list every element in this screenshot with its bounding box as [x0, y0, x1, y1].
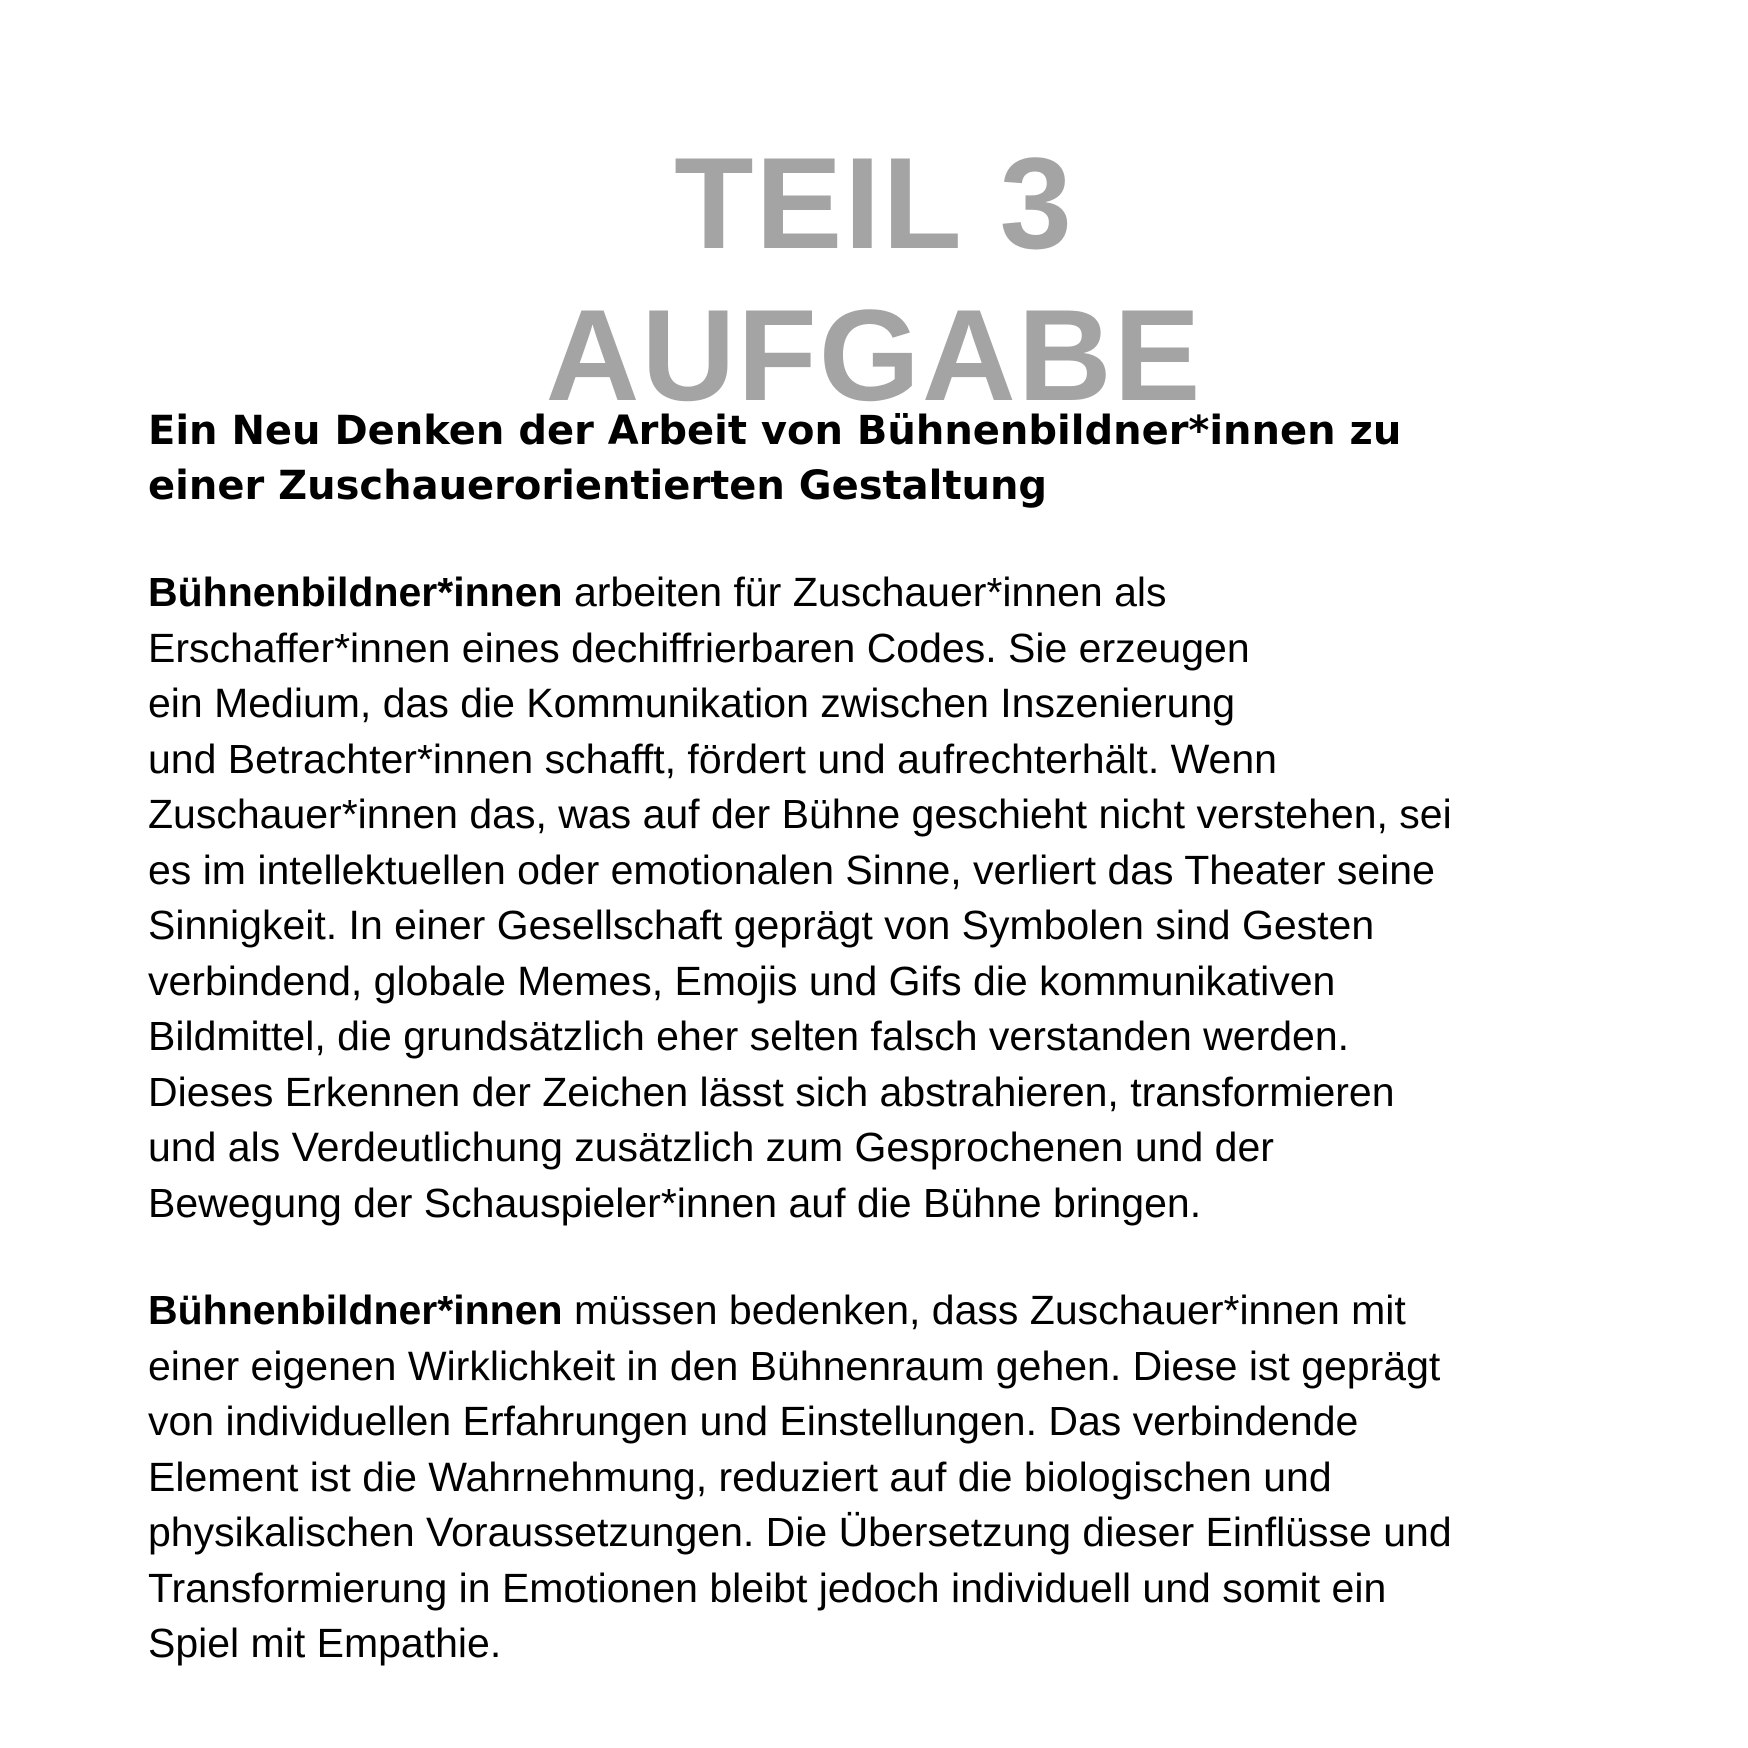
paragraph-1-lead-rest: arbeiten für Zuschauer*innen als	[562, 569, 1167, 615]
paragraph-2-line: Spiel mit Empathie.	[148, 1620, 502, 1666]
heading-line-1: TEIL 3	[674, 130, 1074, 276]
paragraph-1-line: ein Medium, das die Kommunikation zwischen Inszenierung	[148, 680, 1236, 726]
paragraph-1-line: verbindend, globale Memes, Emojis und Gifs die kommunikativen	[148, 957, 1336, 1004]
paragraph-1-line: und als Verdeutlichung zusätzlich zum Gesprochenen und der	[148, 1124, 1274, 1170]
paragraph-2-line: Element ist die Wahrnehmung, reduziert auf die biologischen und	[148, 1453, 1332, 1500]
paragraph-1-line: Erschaffer*innen eines dechiffrierbaren Codes. Sie erzeugen	[148, 624, 1250, 671]
paragraph-1-line: Bewegung der Schauspieler*innen auf die Bühne bringen.	[148, 1179, 1202, 1226]
paragraph-2-first-line	[148, 1283, 1648, 1339]
subtitle-line-2: einer Zuschauerorientierten Gestaltung	[148, 463, 1048, 509]
paragraph-2-line: Transformierung in Emotionen bleibt jedoch individuell und somit ein	[148, 1564, 1387, 1611]
subtitle	[148, 404, 1648, 514]
paragraph-1	[148, 565, 1648, 1231]
paragraph-2-lead-bold: Bühnenbildner*innen	[148, 1287, 563, 1333]
subtitle-line-1: Ein Neu Denken der Arbeit von Bühnenbildner*innen zu	[148, 408, 1402, 454]
paragraph-1-lead-bold: Bühnenbildner*innen	[148, 569, 563, 615]
paragraph-1-line: und Betrachter*innen schafft, fördert und aufrechterhält. Wenn	[148, 735, 1277, 782]
heading-line-2: AUFGABE	[545, 282, 1203, 428]
paragraph-1-line: Bildmittel, die grundsätzlich eher selten falsch verstanden werden.	[148, 1013, 1350, 1059]
paragraph-2-lead-rest: müssen bedenken, dass Zuschauer*innen mit	[562, 1287, 1406, 1333]
paragraph-2-line: physikalischen Voraussetzungen. Die Übersetzung dieser Einflüsse und	[148, 1509, 1452, 1555]
paragraph-1-line: es im intellektuellen oder emotionalen Sinne, verliert das Theater seine	[148, 846, 1435, 893]
paragraph-2-line: von individuellen Erfahrungen und Einstellungen. Das verbindende	[148, 1398, 1359, 1444]
paragraph-1-line: Sinnigkeit. In einer Gesellschaft geprägt von Symbolen sind Gesten	[148, 902, 1375, 948]
paragraph-2	[148, 1283, 1648, 1672]
paragraph-1-first-line	[148, 565, 1648, 621]
paragraph-1-line: Dieses Erkennen der Zeichen lässt sich abstrahieren, transformieren	[148, 1068, 1395, 1115]
paragraph-1-line: Zuschauer*innen das, was auf der Bühne geschieht nicht verstehen, sei	[148, 791, 1452, 837]
paragraph-2-line: einer eigenen Wirklichkeit in den Bühnenraum gehen. Diese ist geprägt	[148, 1342, 1441, 1389]
